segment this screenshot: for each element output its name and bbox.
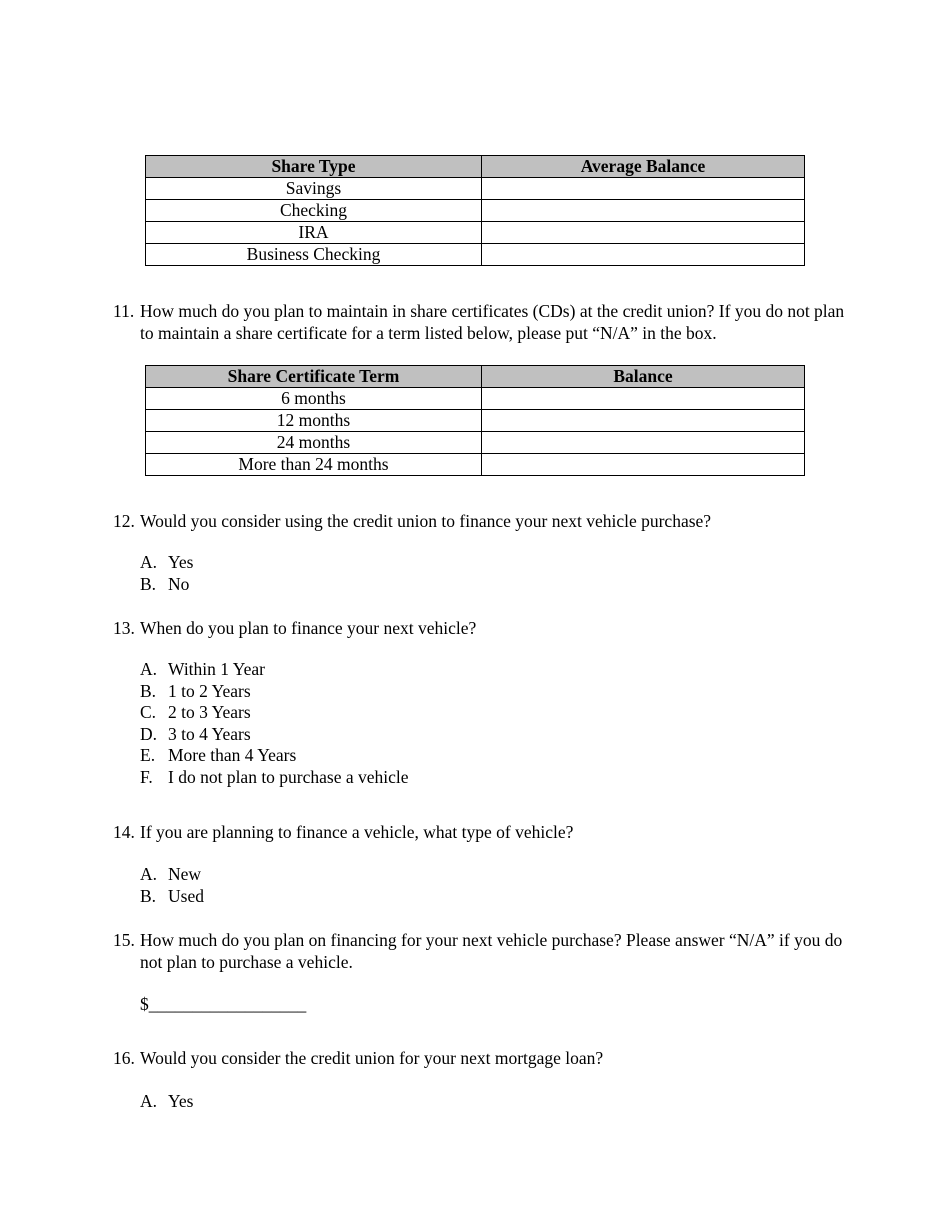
option-label: I do not plan to purchase a vehicle (168, 766, 409, 787)
answer-option[interactable] (140, 745, 409, 767)
option-letter: D. (140, 723, 158, 744)
share-type-cell: Business Checking (146, 244, 482, 266)
option-letter: A. (140, 659, 158, 679)
table-row (146, 178, 805, 200)
column-header-share-type: Share Type (146, 156, 482, 178)
answer-option[interactable] (140, 1091, 193, 1113)
question-12-options (140, 552, 193, 595)
certificate-term-cell: 24 months (146, 432, 482, 454)
table-header-row (146, 366, 805, 388)
answer-option[interactable] (140, 886, 204, 908)
table-row (146, 388, 805, 410)
question-16 (113, 1047, 848, 1069)
balance-input-cell[interactable] (482, 432, 805, 454)
answer-option[interactable] (140, 574, 193, 596)
financing-amount-blank[interactable]: $__________________ (140, 994, 307, 1014)
option-letter: B. (140, 885, 157, 906)
answer-option[interactable] (140, 659, 409, 681)
answer-option[interactable] (140, 681, 409, 703)
balance-input-cell[interactable] (482, 410, 805, 432)
question-number: 15. (113, 930, 135, 950)
share-certificate-table (145, 365, 805, 476)
option-letter: A. (140, 552, 158, 572)
answer-option[interactable] (140, 767, 409, 789)
column-header-certificate-term: Share Certificate Term (146, 366, 482, 388)
share-type-cell: IRA (146, 222, 482, 244)
answer-option[interactable] (140, 724, 409, 746)
balance-input-cell[interactable] (482, 454, 805, 476)
answer-option[interactable] (140, 552, 193, 574)
question-13-options (140, 659, 409, 788)
option-label: 3 to 4 Years (168, 723, 251, 744)
table-row (146, 454, 805, 476)
question-text: When do you plan to finance your next vehicle? (140, 618, 477, 638)
certificate-term-cell: 6 months (146, 388, 482, 410)
question-12 (113, 510, 848, 532)
option-label: More than 4 Years (168, 745, 297, 765)
table-row (146, 410, 805, 432)
option-label: Used (168, 885, 204, 906)
option-label: No (168, 573, 190, 594)
average-balance-input-cell[interactable] (482, 200, 805, 222)
share-type-cell: Checking (146, 200, 482, 222)
question-14 (113, 821, 848, 843)
question-text: How much do you plan to maintain in share certificates (CDs) at the credit union? If you do not plan to maintain a share certificate for a term listed below, please put “N/A” in the box. (140, 301, 845, 343)
table-row (146, 244, 805, 266)
question-text: Would you consider the credit union for your next mortgage loan? (140, 1048, 604, 1068)
question-number: 11. (113, 301, 135, 321)
column-header-average-balance: Average Balance (482, 156, 805, 178)
option-letter: E. (140, 745, 156, 765)
average-balance-input-cell[interactable] (482, 244, 805, 266)
option-letter: B. (140, 680, 157, 701)
option-letter: C. (140, 702, 157, 722)
question-text: How much do you plan on financing for your next vehicle purchase? Please answer “N/A” if you do not plan to purchase a vehicle. (140, 930, 843, 972)
average-balance-input-cell[interactable] (482, 178, 805, 200)
option-letter: B. (140, 573, 157, 594)
option-label: Yes (168, 1091, 194, 1111)
question-number: 13. (113, 618, 135, 638)
option-label: Yes (168, 552, 194, 572)
question-number: 14. (113, 822, 135, 842)
option-letter: A. (140, 1091, 158, 1111)
column-header-balance: Balance (482, 366, 805, 388)
question-number: 16. (113, 1048, 135, 1068)
question-text: If you are planning to finance a vehicle, what type of vehicle? (140, 822, 574, 842)
answer-option[interactable] (140, 702, 409, 724)
question-11 (113, 300, 848, 344)
option-label: New (168, 864, 202, 884)
option-label: 1 to 2 Years (168, 680, 251, 701)
table-row (146, 432, 805, 454)
question-text: Would you consider using the credit union to finance your next vehicle purchase? (140, 511, 712, 531)
table-row (146, 222, 805, 244)
share-type-table (145, 155, 805, 266)
question-13 (113, 617, 848, 639)
option-label: Within 1 Year (168, 659, 266, 679)
table-row (146, 200, 805, 222)
average-balance-input-cell[interactable] (482, 222, 805, 244)
certificate-term-cell: More than 24 months (146, 454, 482, 476)
balance-input-cell[interactable] (482, 388, 805, 410)
option-label: 2 to 3 Years (168, 702, 251, 722)
option-letter: F. (140, 766, 153, 787)
answer-option[interactable] (140, 864, 204, 886)
question-14-options (140, 864, 204, 907)
question-number: 12. (113, 511, 135, 531)
table-header-row (146, 156, 805, 178)
question-16-options (140, 1091, 193, 1113)
question-15 (113, 929, 848, 973)
share-type-cell: Savings (146, 178, 482, 200)
certificate-term-cell: 12 months (146, 410, 482, 432)
option-letter: A. (140, 864, 158, 884)
